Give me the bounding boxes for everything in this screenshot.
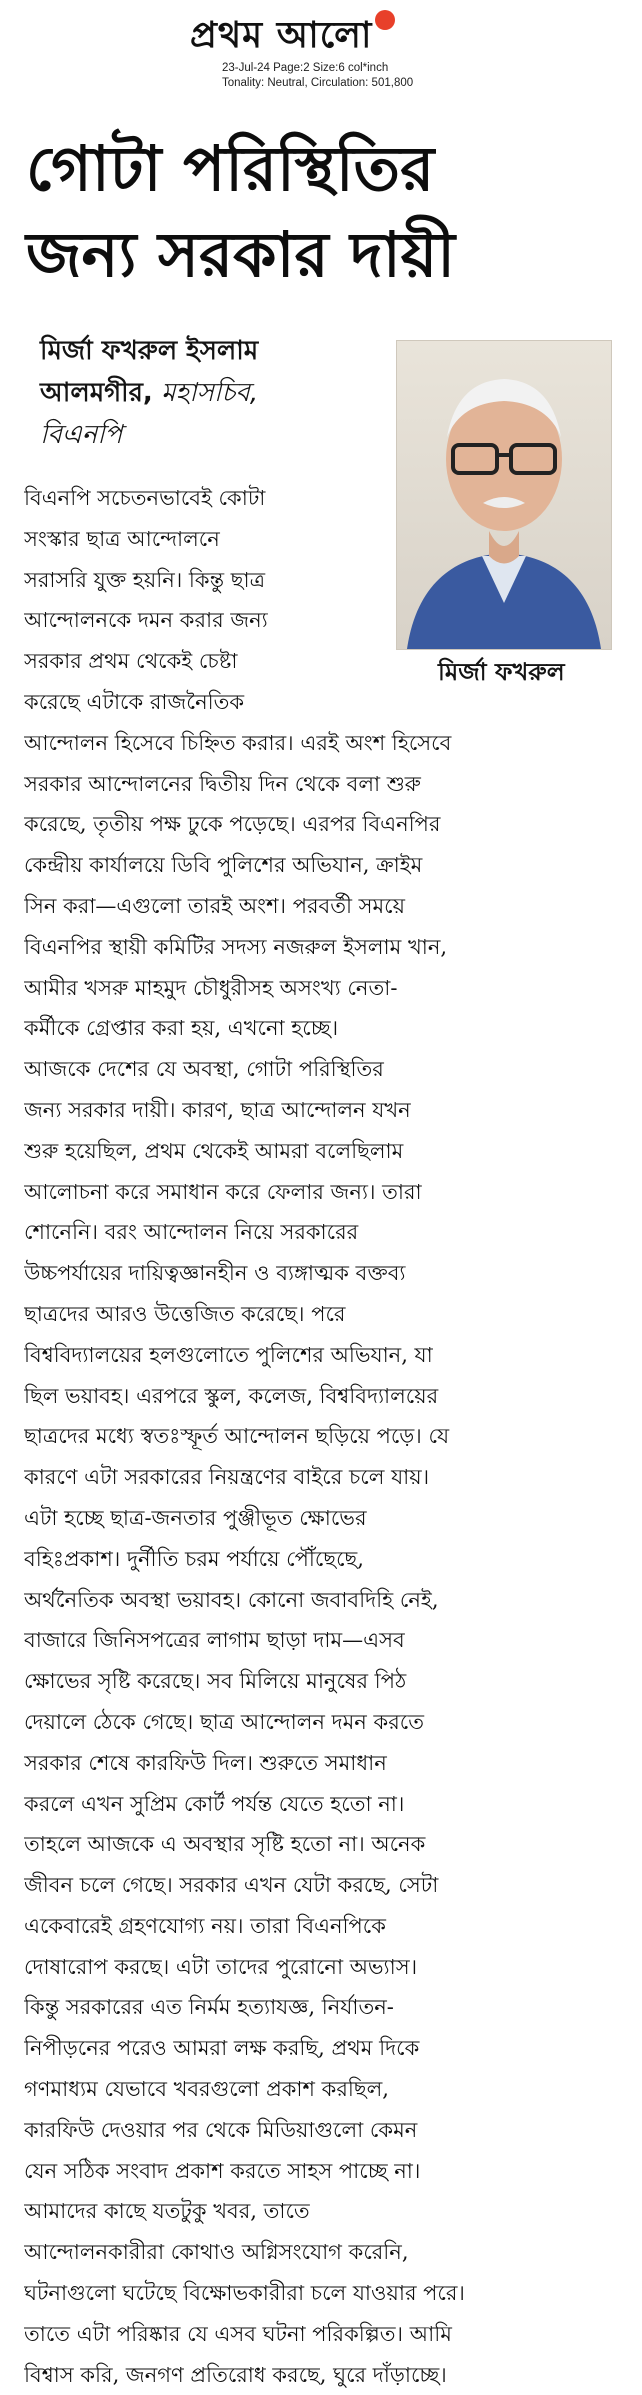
article-line: তাতে এটা পরিষ্কার যে এসব ঘটনা পরিকল্পিত। আমি [24,2321,452,2346]
article-line: শোনেনি। বরং আন্দোলন নিয়ে সরকারের [24,1220,359,1245]
masthead [0,4,642,108]
article-line: সংস্কার ছাত্র আন্দোলনে [24,526,220,551]
article-line: বিএনপির স্থায়ী কমিটির সদস্য নজরুল ইসলাম খান, [24,934,448,959]
article-line: সরকার প্রথম থেকেই চেষ্টা [24,649,238,674]
headline [26,126,626,298]
article-line: কর্মীকে গ্রেপ্তার করা হয়, এখনো হচ্ছে। [24,1016,339,1041]
article-line: নিপীড়নের পরেও আমরা লক্ষ করছি, প্রথম দিকে [24,2036,420,2061]
article-line: সিন করা—এগুলো তারই অংশ। পরবর্তী সময়ে [24,893,405,918]
byline [40,330,380,456]
article-line: একেবারেই গ্রহণযোগ্য নয়। তারা বিএনপিকে [24,1913,386,1938]
article-line: জন্য সরকার দায়ী। কারণ, ছাত্র আন্দোলন যখন [24,1097,411,1122]
article-line: কেন্দ্রীয় কার্যালয়ে ডিবি পুলিশের অভিযান, ক্রাইম [24,853,423,878]
article-line: তাহলে আজকে এ অবস্থার সৃষ্টি হতো না। অনেক [24,1832,426,1857]
article-line: অর্থনৈতিক অবস্থা ভয়াবহ। কোনো জবাবদিহি নেই, [24,1587,439,1612]
article-line: আন্দোলন হিসেবে চিহ্নিত করার। এরই অংশ হিসেবে [24,730,452,755]
article-line: করলে এখন সুপ্রিম কোর্ট পর্যন্ত যেতে হতো না। [24,1791,405,1816]
article-line: সরকার আন্দোলনের দ্বিতীয় দিন থেকে বলা শুরু [24,771,421,796]
headline-line-2: জন্য সরকার দায়ী [26,218,455,291]
photo-caption: মির্জা ফখরুল [438,658,565,686]
article-line: সরকার শেষে কারফিউ দিল। শুরুতে সমাধান [24,1750,387,1775]
article-line: আলোচনা করে সমাধান করে ফেলার জন্য। তারা [24,1179,422,1204]
logo-text: প্রথম আলো [190,15,373,56]
article-line: জীবন চলে গেছে। সরকার এখন যেটা করছে, সেটা [24,1873,439,1898]
article-line: যেন সঠিক সংবাদ প্রকাশ করতে সাহস পাচ্ছে না। [24,2158,421,2183]
headline-line-1: গোটা পরিস্থিতির [26,132,435,205]
article-line: গণমাধ্যম যেভাবে খবরগুলো প্রকাশ করছিল, [24,2077,389,2102]
article-line: শুরু হয়েছিল, প্রথম থেকেই আমরা বলেছিলাম [24,1138,404,1163]
article-line: বিশ্বাস করি, জনগণ প্রতিরোধ করছে, ঘুরে দাঁড়াচ্ছে। [24,2362,447,2387]
article-line: বাজারে জিনিসপত্রের লাগাম ছাড়া দাম—এসব [24,1628,405,1653]
article-line: ছাত্রদের আরও উত্তেজিত করেছে। পরে [24,1301,346,1326]
article-line: আন্দোলনকে দমন করার জন্য [24,608,268,633]
article-line: আমাদের কাছে যতটুকু খবর, তাতে [24,2199,310,2224]
article-line: ঘটনাগুলো ঘটেছে বিক্ষোভকারীরা চলে যাওয়ার পরে। [24,2281,465,2306]
author-name-cont: আলমগীর, [40,378,153,408]
article-line: করেছে, তৃতীয় পক্ষ ঢুকে পড়েছে। এরপর বিএনপির [24,812,441,837]
article-line: কারফিউ দেওয়ার পর থেকে মিডিয়াগুলো কেমন [24,2117,418,2142]
article-line: কারণে এটা সরকারের নিয়ন্ত্রণের বাইরে চলে যায়। [24,1465,430,1490]
article-line: ছিল ভয়াবহ। এরপরে স্কুল, কলেজ, বিশ্ববিদ্যালয়ের [24,1383,439,1408]
article-line: দেয়ালে ঠেকে গেছে। ছাত্র আন্দোলন দমন করতে [24,1709,424,1734]
article-line: করেছে এটাকে রাজনৈতিক [24,689,245,714]
article-line: আমীর খসরু মাহমুদ চৌধুরীসহ অসংখ্য নেতা- [24,975,398,1000]
newspaper-logo [190,8,398,68]
article-line: বিএনপি সচেতনভাবেই কোটা [24,486,266,510]
article-line: আজকে দেশের যে অবস্থা, গোটা পরিস্থিতির [24,1057,384,1082]
article-line: কিন্তু সরকারের এত নির্মম হত্যাযজ্ঞ, নির্যাতন- [24,1995,394,2020]
article-line: ক্ষোভের সৃষ্টি করেছে। সব মিলিয়ে মানুষের পিঠ [24,1669,407,1694]
article-line: আন্দোলনকারীরা কোথাও অগ্নিসংযোগ করেনি, [24,2240,409,2265]
article-line: এটা হচ্ছে ছাত্র-জনতার পুঞ্জীভূত ক্ষোভের [24,1505,367,1530]
article-line: সরাসরি যুক্ত হয়নি। কিন্তু ছাত্র [24,567,266,592]
article-body [24,478,614,2395]
article-line: ছাত্রদের মধ্যে স্বতঃস্ফূর্ত আন্দোলন ছড়িয়ে পড়ে। যে [24,1424,450,1449]
article-line: বহিঃপ্রকাশ। দুর্নীতি চরম পর্যায়ে পৌঁছেছে, [24,1546,364,1571]
clipping-meta-tonality: Tonality: Neutral, Circulation: 501,800 [222,77,414,89]
author-party: বিএনপি [40,420,123,450]
author-title: মহাসচিব, [161,378,259,408]
clipping-meta-date: 23-Jul-24 Page:2 Size:6 col*inch [222,62,389,74]
author-name: মির্জা ফখরুল ইসলাম [40,336,259,366]
article-line: উচ্চপর্যায়ের দায়িত্বজ্ঞানহীন ও ব্যঙ্গাত্মক বক্তব্য [24,1261,406,1286]
sun-icon [375,10,395,30]
article-line: দোষারোপ করছে। এটা তাদের পুরোনো অভ্যাস। [24,1954,418,1979]
article-line: বিশ্ববিদ্যালয়ের হলগুলোতে পুলিশের অভিযান, যা [24,1342,433,1367]
